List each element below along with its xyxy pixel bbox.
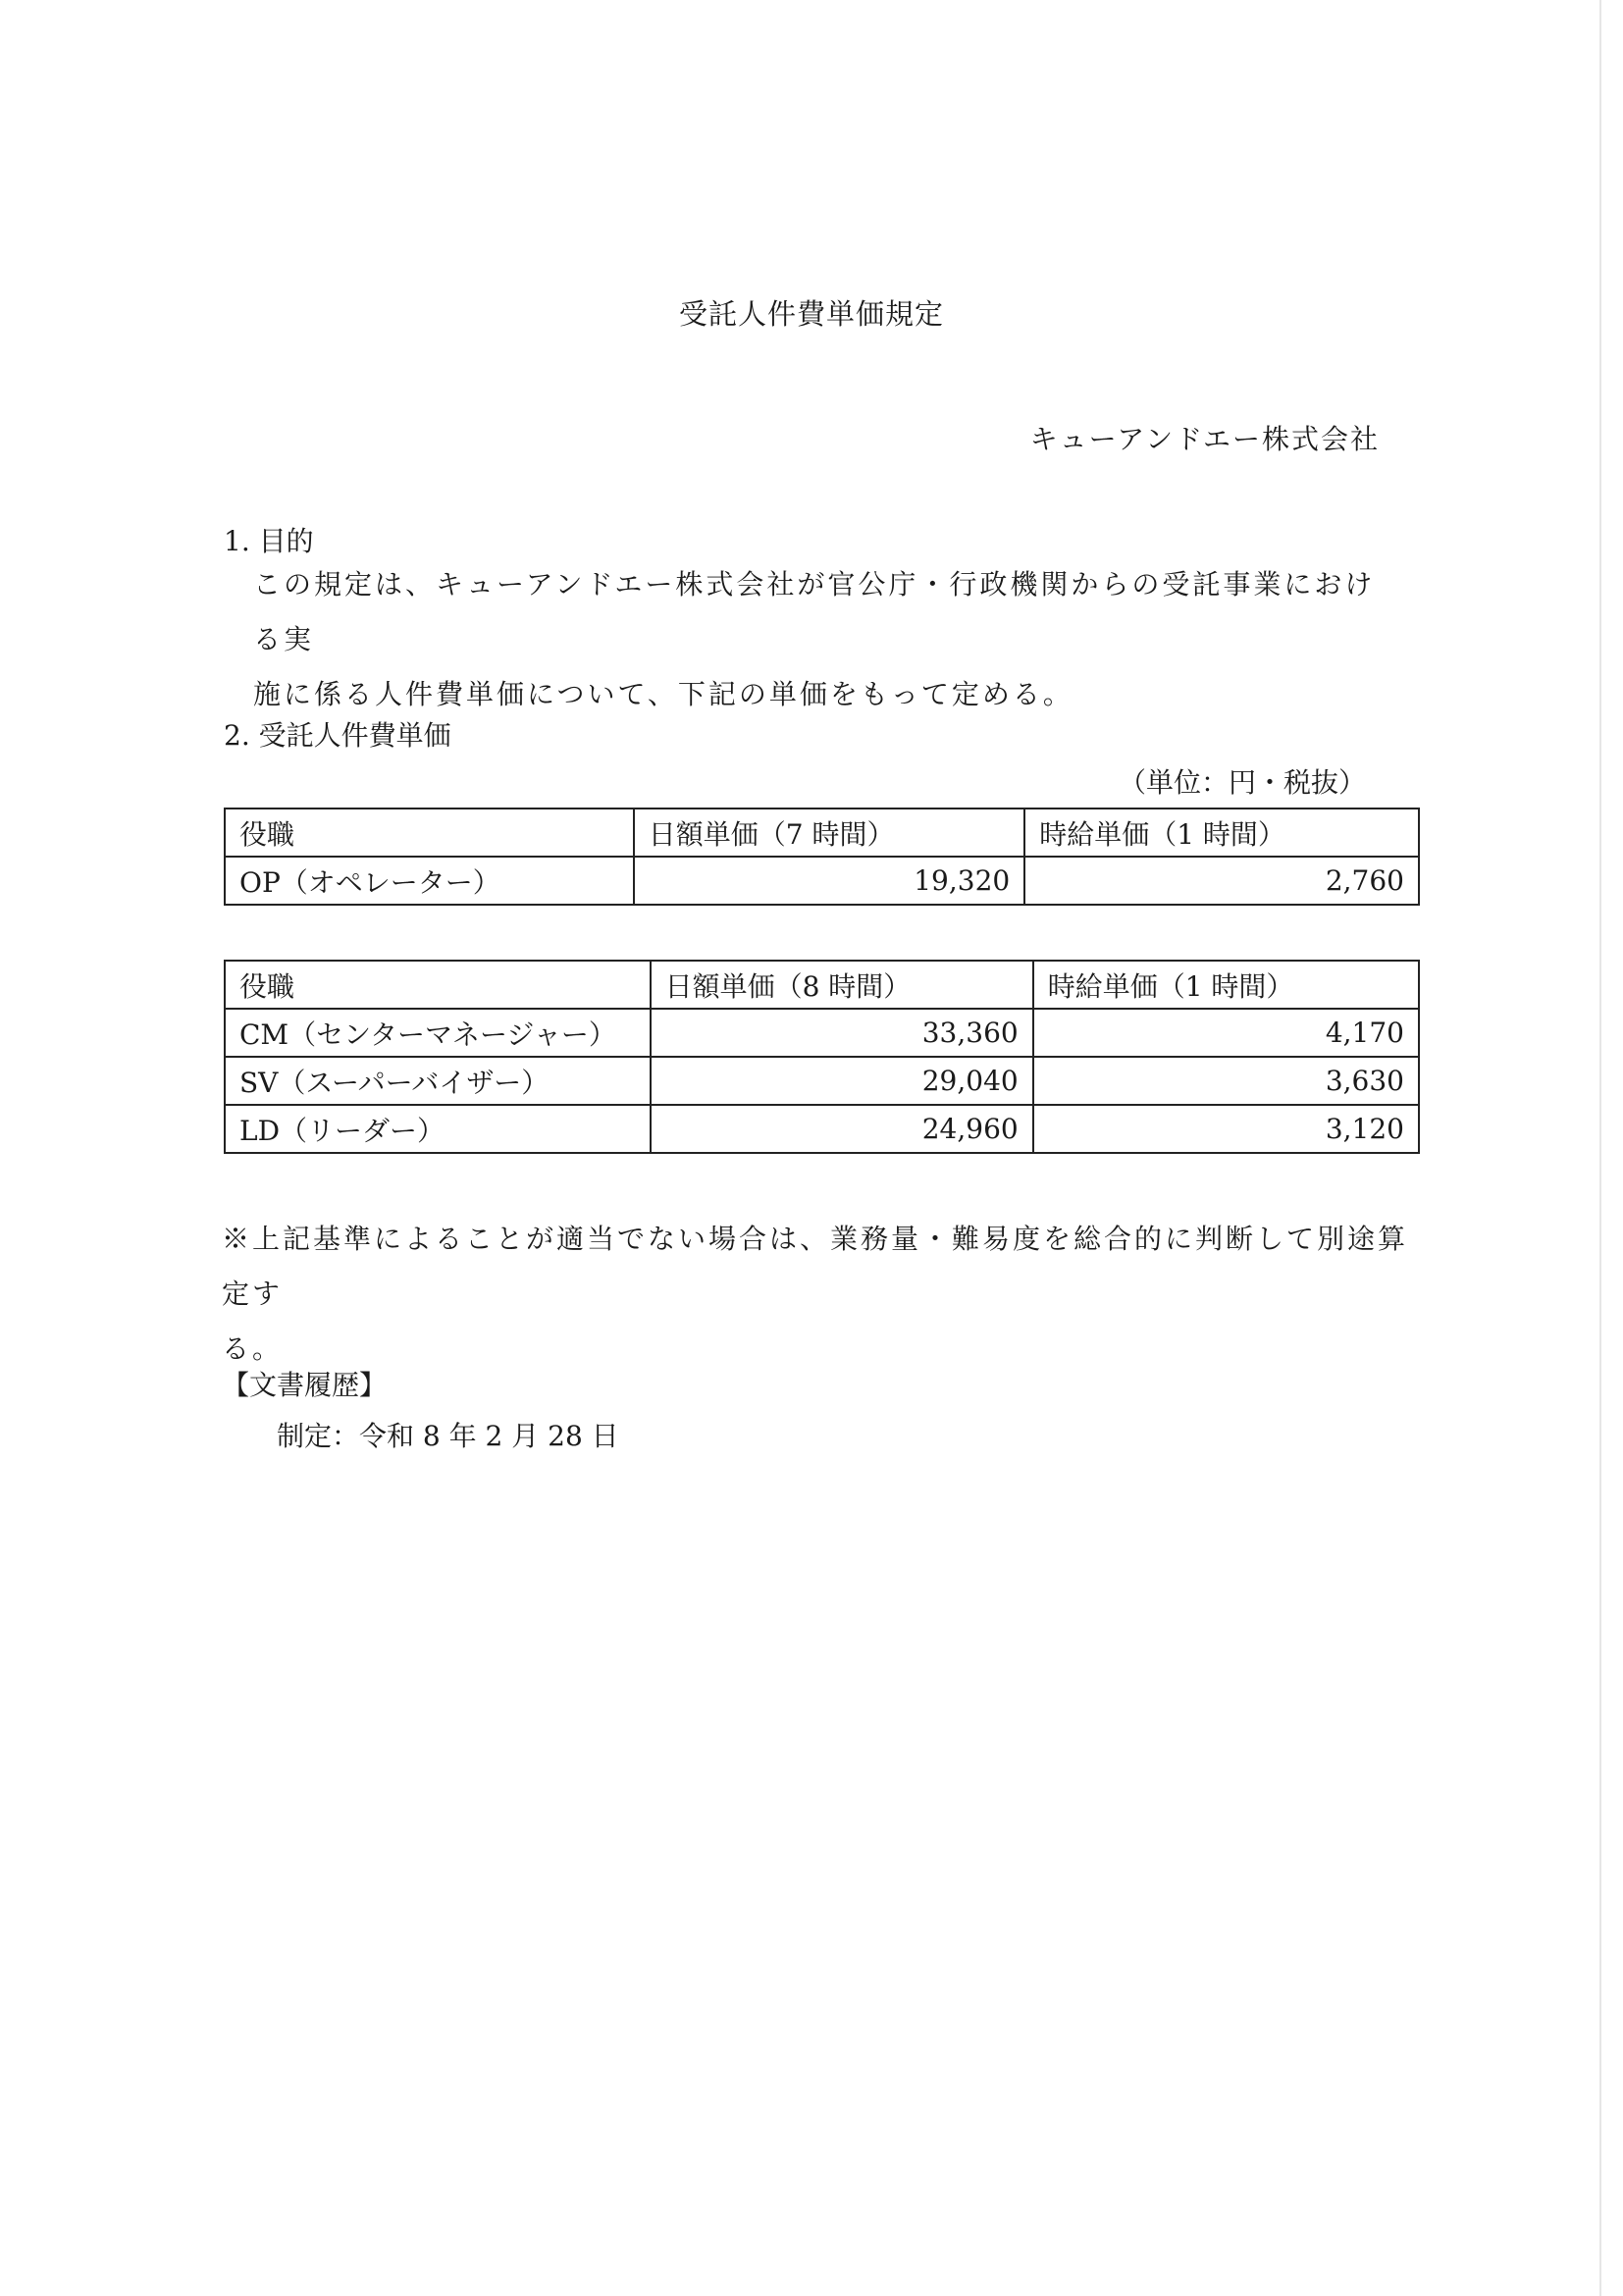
page-edge [1599,0,1601,2296]
section-2-heading: 2. 受託人件費単価 [224,719,451,752]
rate-table-op [224,808,1420,906]
daily-rate-cell: 19,320 [634,857,1024,905]
header-hourly-rate: 時給単価（1 時間） [1033,961,1419,1009]
role-cell: SV（スーパーバイザー） [225,1057,651,1105]
hourly-rate-cell: 4,170 [1033,1009,1419,1057]
daily-rate-cell: 33,360 [651,1009,1033,1057]
table-header-row [225,809,1419,857]
header-daily-rate: 日額単価（7 時間） [634,809,1024,857]
note-text [222,1212,1429,1377]
history-heading: 【文書履歴】 [222,1369,388,1401]
header-daily-rate: 日額単価（8 時間） [651,961,1033,1009]
company-name: キューアンドエー株式会社 [1029,423,1380,455]
section-1-heading: 1. 目的 [224,525,314,557]
daily-rate-cell: 24,960 [651,1105,1033,1153]
note-line-1: ※上記基準によることが適当でない場合は、業務量・難易度を総合的に判断して別途算定す [222,1223,1409,1310]
table-row [225,857,1419,905]
note-line-2: る。 [222,1332,284,1365]
rate-table-management [224,960,1420,1154]
purpose-line-1: この規定は、キューアンドエー株式会社が官公庁・行政機関からの受託事業における実 [253,568,1376,655]
purpose-text [253,557,1382,722]
table-row [225,1009,1419,1057]
history-entry: 制定：令和 8 年 2 月 28 日 [277,1420,619,1452]
role-cell: LD（リーダー） [225,1105,651,1153]
header-role: 役職 [225,809,634,857]
hourly-rate-cell: 3,120 [1033,1105,1419,1153]
table-row [225,1105,1419,1153]
table-header-row [225,961,1419,1009]
role-cell: OP（オペレーター） [225,857,634,905]
unit-label: （単位：円・税抜） [1118,766,1366,799]
header-role: 役職 [225,961,651,1009]
hourly-rate-cell: 2,760 [1024,857,1419,905]
purpose-line-2: 施に係る人件費単価について、下記の単価をもって定める。 [253,678,1073,710]
hourly-rate-cell: 3,630 [1033,1057,1419,1105]
table-row [225,1057,1419,1105]
header-hourly-rate: 時給単価（1 時間） [1024,809,1419,857]
role-cell: CM（センターマネージャー） [225,1009,651,1057]
daily-rate-cell: 29,040 [651,1057,1033,1105]
document-title: 受託人件費単価規定 [678,297,944,331]
